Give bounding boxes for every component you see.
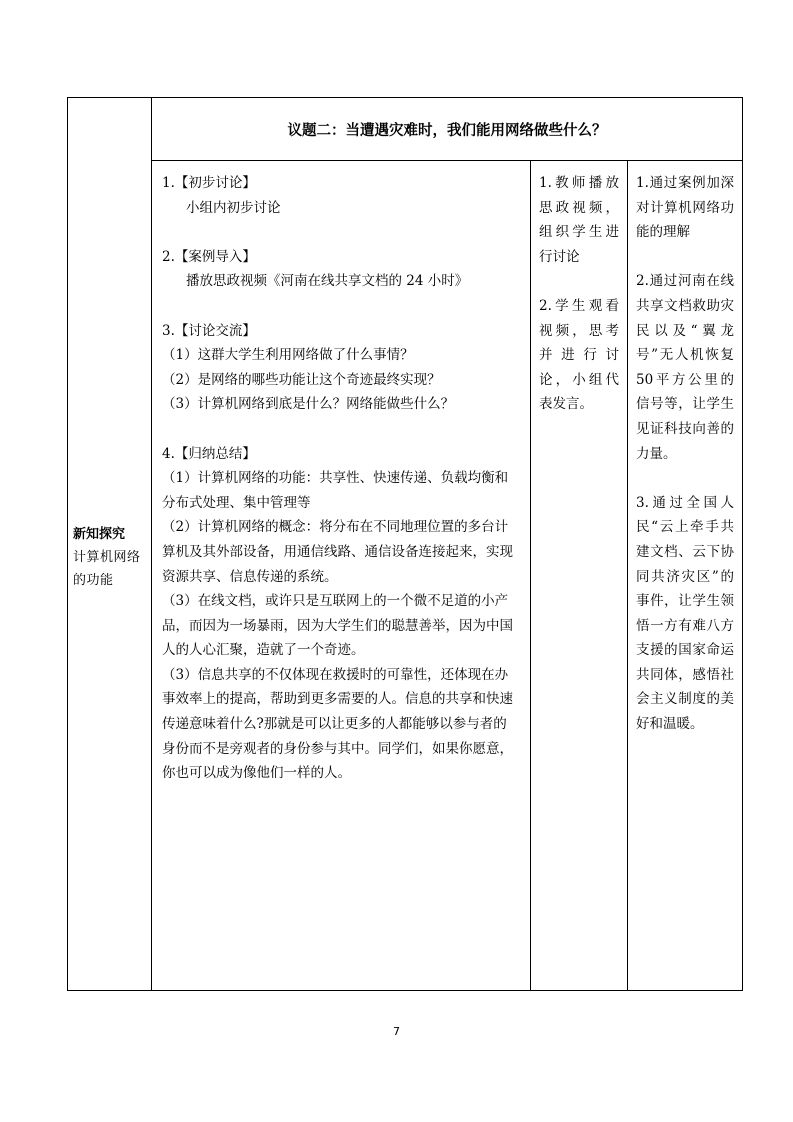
intent-paragraph-3: 3.通过全国人民“云上牵手共建文档、云下协同共济灾区”的事件，让学生领悟一方有难八方支援的国家命运共同体，感悟社会主义制度的美好和温暖。 — [636, 494, 735, 733]
section-1-text: 小组内初步讨论 — [186, 199, 281, 216]
section-3-heading: 3.【讨论交流】 — [162, 322, 256, 339]
spacer — [162, 220, 520, 245]
summary-paragraph-4: （3）信息共享的不仅体现在救援时的可靠性，还体现在办事效率上的提高，帮助到更多需要的人。信息的共享和快速传递意味着什么?那就是可以让更多的人都能够以参与者的身份而不是旁观者的身份参与其中。同学们，如果你愿意，你也可以成为像他们一样的人。 — [162, 666, 513, 782]
stage-cell — [68, 98, 152, 991]
summary-paragraph-2: （2）计算机网络的概念：将分布在不同地理位置的多台计算机及其外部设备，用通信线路、通信设备连接起来，实现资源共享、信息传递的系统。 — [162, 519, 513, 585]
page-number: 7 — [393, 1025, 400, 1038]
spacer — [539, 269, 619, 294]
intent-paragraph-1: 1.通过案例加深对计算机网络功能的理解 — [636, 175, 735, 241]
spacer — [636, 466, 734, 491]
discussion-question-2: （2）是网络的哪些功能让这个奇迹最终实现？ — [162, 371, 441, 388]
section-2-text: 播放思政视频《河南在线共享文档的 24 小时》 — [186, 273, 469, 290]
summary-paragraph-3: （3）在线文档，或许只是互联网上的一个微不足道的小产品，而因为一场暴雨，因为大学生们的聪慧善举，因为中国人的人心汇聚，造就了一个奇迹。 — [162, 593, 513, 659]
spacer — [162, 417, 520, 442]
stage-subtitle: 计算机网络的功能 — [73, 549, 141, 588]
content-row — [68, 161, 743, 991]
section-1-heading: 1.【初步讨论】 — [162, 175, 256, 191]
activity-paragraph-2: 2.学生观看视频，思考并进行讨论，小组代表发言。 — [539, 297, 619, 413]
discussion-question-3: （3）计算机网络到底是什么？网络能做些什么？ — [162, 396, 455, 413]
stage-title: 新知探究 — [73, 526, 126, 542]
teaching-content-cell — [152, 161, 531, 991]
summary-paragraph-1: （1）计算机网络的功能：共享性、快速传递、负载均衡和分布式处理、集中管理等 — [162, 470, 509, 511]
teacher-student-activity-cell — [531, 161, 628, 991]
topic-title: 议题二：当遭遇灾难时，我们能用网络做些什么？ — [152, 98, 743, 161]
intent-paragraph-2: 2.通过河南在线共享文档救助灾民以及“翼龙号”无人机恢复50平方公里的信号等，让学生见证科技向善的力量。 — [636, 273, 735, 462]
spacer — [162, 294, 520, 319]
section-4-heading: 4.【归纳总结】 — [162, 445, 256, 462]
topic-row — [68, 98, 743, 161]
section-2-heading: 2.【案例导入】 — [162, 248, 256, 265]
spacer — [636, 245, 734, 270]
design-intent-cell — [628, 161, 743, 991]
discussion-question-1: （1）这群大学生利用网络做了什么事情？ — [162, 347, 414, 364]
activity-paragraph-1: 1.教师播放思政视频，组织学生进行讨论 — [539, 175, 619, 265]
lesson-plan-table — [67, 97, 743, 991]
